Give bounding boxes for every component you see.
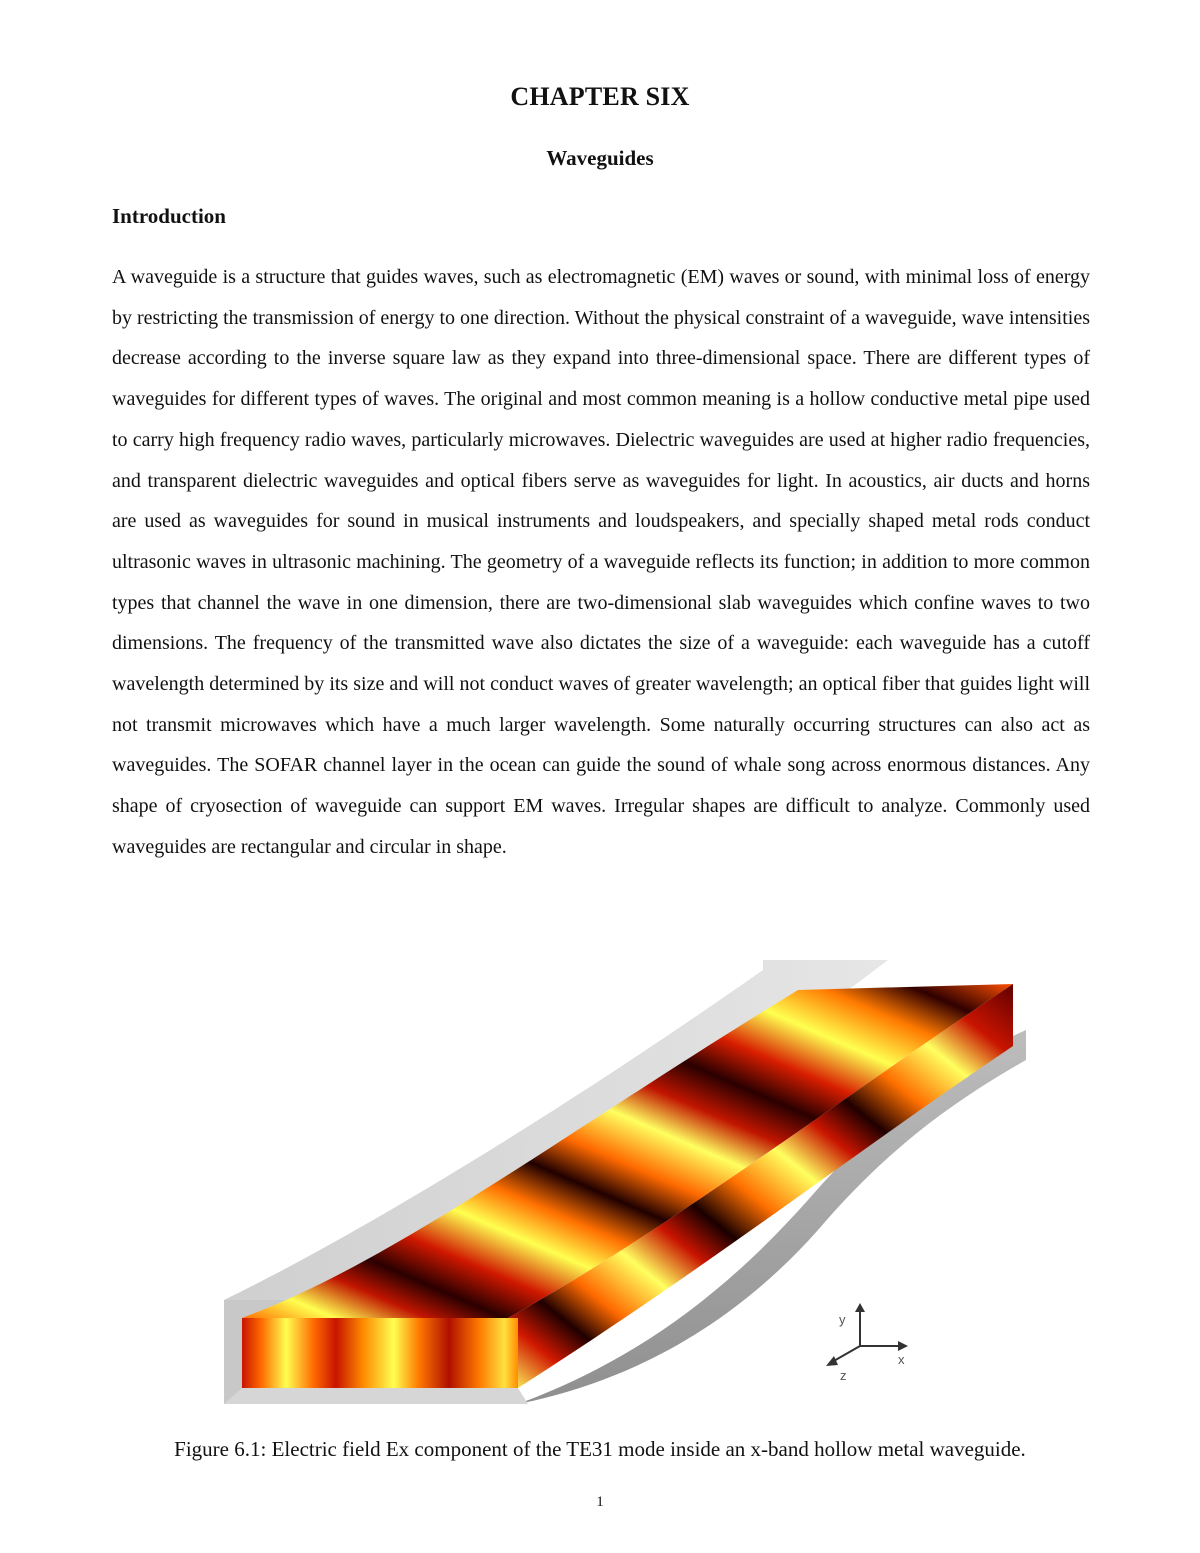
- waveguide-figure: [218, 960, 1026, 1410]
- axis-label-x: x: [898, 1352, 905, 1367]
- section-heading: Introduction: [112, 204, 226, 228]
- figure-caption: Figure 6.1: Electric field Ex component of the TE31 mode inside an x-band hollow metal waveguide.: [174, 1437, 1026, 1461]
- intro-paragraph: A waveguide is a structure that guides waves, such as electromagnetic (EM) waves or sound, with minimal loss of energy by restricting the transmission of energy to one direction. Without the physical constraint of a waveguide, wave intensities decrease according to the inverse square law as they expand into three-dimensional space. There are different types of waveguides for different types of waves. The original and most common meaning is a hollow conductive metal pipe used to carry high frequency radio waves, particularly microwaves. Dielectric waveguides are used at higher radio frequencies, and transparent dielectric waveguides and optical fibers serve as waveguides for light. In acoustics, air ducts and horns are used as waveguides for sound in musical instruments and loudspeakers, and specially shaped metal rods conduct ultrasonic waves in ultrasonic machining. The geometry of a waveguide reflects its function; in addition to more common types that channel the wave in one dimension, there are two-dimensional slab waveguides which confine waves to two dimensions. The frequency of the transmitted wave also dictates the size of a waveguide: each waveguide has a cutoff wavelength determined by its size and will not conduct waves of greater wavelength; an optical fiber that guides light will not transmit microwaves which have a much larger wavelength. Some naturally occurring structures can also act as waveguides. The SOFAR channel layer in the ocean can guide the sound of whale song across enormous distances. Any shape of cryosection of waveguide can support EM waves. Irregular shapes are difficult to analyze. Commonly used waveguides are rectangular and circular in shape.: [112, 266, 1090, 858]
- page-number: 1: [596, 1494, 604, 1510]
- axis-label-y: y: [839, 1312, 846, 1327]
- metal-front-lip: [224, 1388, 528, 1404]
- axis-label-z: z: [840, 1368, 847, 1383]
- chapter-title: Waveguides: [546, 146, 654, 170]
- field-front-face: [242, 1318, 518, 1388]
- chapter-heading: CHAPTER SIX: [510, 82, 690, 111]
